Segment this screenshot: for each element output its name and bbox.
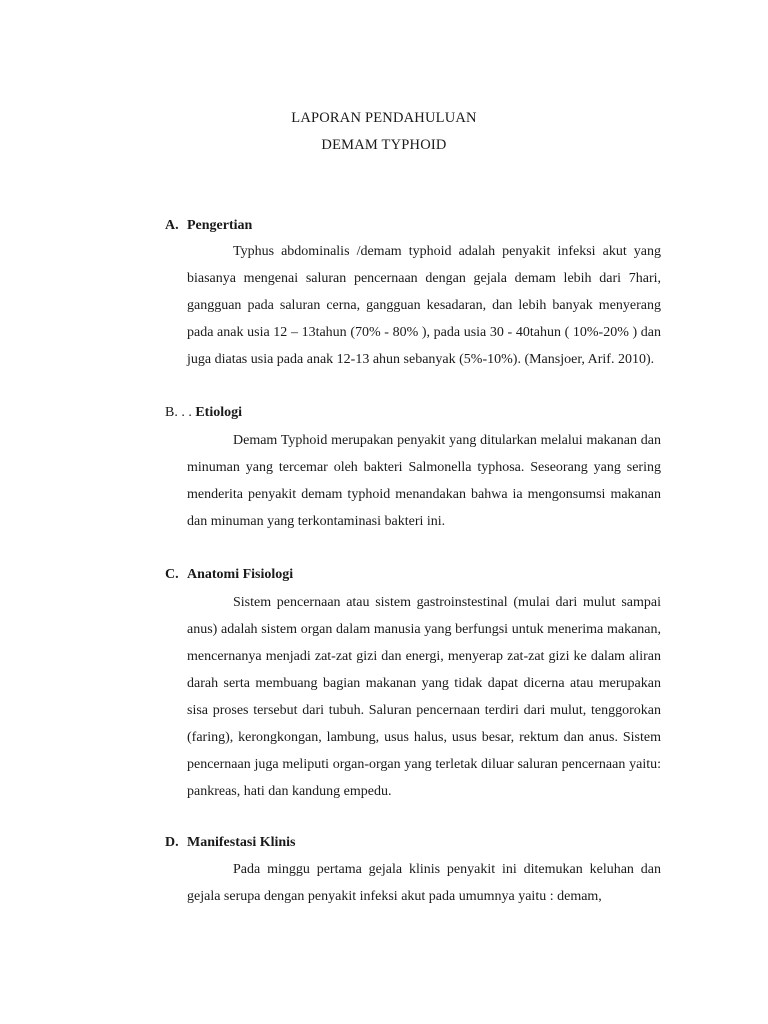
paragraph-pengertian: Typhus abdominalis /demam typhoid adalah penyakit infeksi akut yang biasanya mengenai saluran pencernaan dengan gejala demam lebih dari 7hari, gangguan pada saluran cerna, gangguan kesadaran, dan lebih banyak menyerang pada anak usia 12 – 13tahun (70% - 80% ), pada usia 30 - 40tahun ( 10%-20% ) dan juga diatas usia pada anak 12-13 ahun sebanyak (5%-10%). (Mansjoer, Arif. 2010).: [187, 244, 661, 367]
paragraph-manifestasi-klinis: Pada minggu pertama gejala klinis penyakit ini ditemukan keluhan dan gejala serupa dengan penyakit infeksi akut pada umumnya yaitu : demam,: [187, 862, 661, 904]
section-title: Pengertian: [187, 218, 253, 233]
section-letter: D.: [165, 835, 179, 850]
section-title: Anatomi Fisiologi: [187, 567, 294, 582]
section-heading-manifestasi-klinis: [165, 835, 296, 851]
section-heading-pengertian: [165, 218, 252, 234]
section-letter: C.: [165, 567, 179, 582]
paragraph-etiologi: Demam Typhoid merupakan penyakit yang ditularkan melalui makanan dan minuman yang tercemar oleh bakteri Salmonella typhosa. Seseorang yang sering menderita penyakit demam typhoid menandakan bahwa ia mengonsumsi makanan dan minuman yang terkontaminasi bakteri ini.: [187, 433, 661, 529]
section-letter: B. . .: [165, 405, 192, 420]
document-title-line-1: LAPORAN PENDAHULUAN: [291, 110, 477, 126]
section-heading-anatomi-fisiologi: [165, 567, 293, 583]
section-heading-etiologi: [165, 405, 242, 421]
section-letter: A.: [165, 218, 179, 233]
section-title: Manifestasi Klinis: [187, 835, 296, 850]
section-title: Etiologi: [195, 405, 243, 420]
paragraph-anatomi-fisiologi: Sistem pencernaan atau sistem gastroinstestinal (mulai dari mulut sampai anus) adalah sistem organ dalam manusia yang berfungsi untuk menerima makanan, mencernanya menjadi zat-zat gizi dan energi, menyerap zat-zat gizi ke dalam aliran darah serta membuang bagian makanan yang tidak dapat dicerna atau merupakan sisa proses tersebut dari tubuh. Saluran pencernaan terdiri dari mulut, tenggorokan (faring), kerongkongan, lambung, usus halus, usus besar, rektum dan anus. Sistem pencernaan juga meliputi organ-organ yang terletak diluar saluran pencernaan yaitu: pankreas, hati dan kandung empedu.: [187, 595, 661, 799]
document-title-line-2: DEMAM TYPHOID: [321, 137, 447, 153]
